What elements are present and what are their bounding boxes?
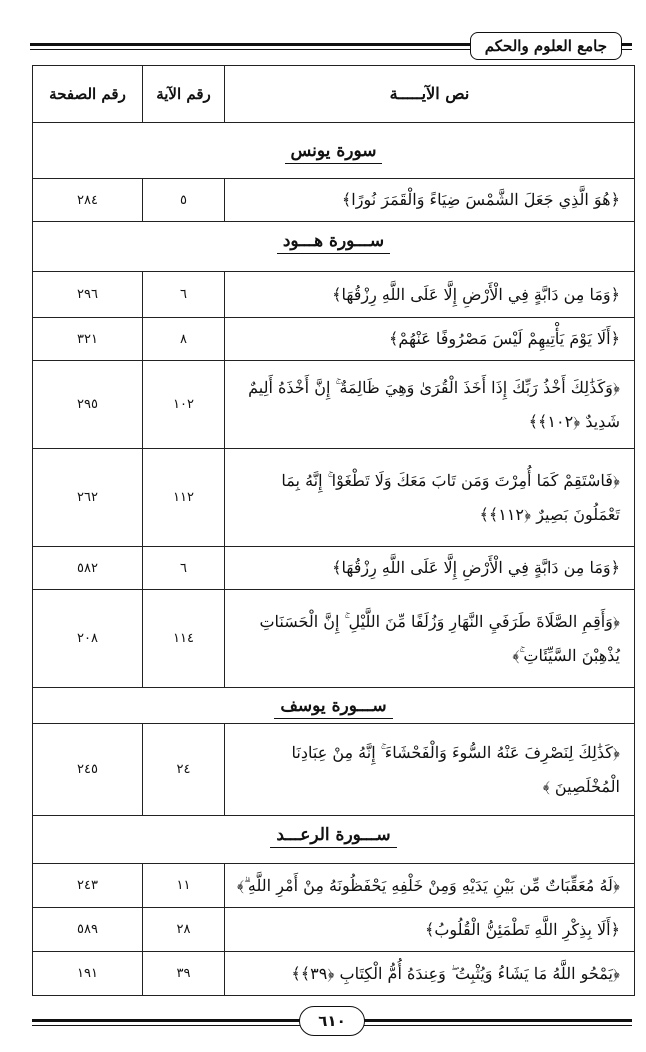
verse-text: ﴿أَلَا يَوْمَ يَأْتِيهِمْ لَيْسَ مَصْرُوفًا عَنْهُمْ﴾ bbox=[225, 318, 635, 361]
surah-heading-row bbox=[33, 688, 635, 724]
verse-text: ﴿هُوَ الَّذِي جَعَلَ الشَّمْسَ ضِيَاءً وَالْقَمَرَ نُورًا﴾ bbox=[225, 179, 635, 222]
verse-text: ﴿يَمْحُو اللَّهُ مَا يَشَاءُ وَيُثْبِتُ ۖ وَعِندَهُ أُمُّ الْكِتَابِ ﴿٣٩﴾﴾ bbox=[225, 952, 635, 996]
header-page-number: رقم الصفحة bbox=[33, 66, 143, 123]
verse-number: ٥ bbox=[143, 179, 225, 222]
page-number: ٢٦٢ bbox=[33, 449, 143, 547]
surah-heading-row bbox=[33, 222, 635, 260]
verse-number: ١١٤ bbox=[143, 590, 225, 688]
verse-text: ﴿وَمَا مِن دَابَّةٍ فِي الْأَرْضِ إِلَّا عَلَى اللَّهِ رِزْقُهَا﴾ bbox=[225, 272, 635, 318]
table-row bbox=[33, 908, 635, 952]
page-number: ٢٨٤ bbox=[33, 179, 143, 222]
page-number: ٥٨٢ bbox=[33, 547, 143, 590]
book-title: جامع العلوم والحكم bbox=[470, 32, 622, 60]
table-row bbox=[33, 179, 635, 222]
verse-text: ﴿وَمَا مِن دَابَّةٍ فِي الْأَرْضِ إِلَّا عَلَى اللَّهِ رِزْقُهَا﴾ bbox=[225, 547, 635, 590]
surah-title: ســـورة هـــود bbox=[277, 231, 390, 254]
surah-heading-row bbox=[33, 816, 635, 854]
verses-index-table bbox=[32, 65, 635, 996]
verse-number: ١١٢ bbox=[143, 449, 225, 547]
table-header-row bbox=[33, 66, 635, 123]
verse-number: ٦ bbox=[143, 272, 225, 318]
table-row bbox=[33, 724, 635, 816]
page-number: ٢٠٨ bbox=[33, 590, 143, 688]
page-footer bbox=[32, 1002, 632, 1042]
page-number: ٢٩٦ bbox=[33, 272, 143, 318]
verse-text: ﴿لَهُ مُعَقِّبَاتٌ مِّن بَيْنِ يَدَيْهِ وَمِنْ خَلْفِهِ يَحْفَظُونَهُ مِنْ أَمْرِ اللَّهِ ۗ﴾ bbox=[225, 864, 635, 908]
table-row bbox=[33, 361, 635, 449]
running-header bbox=[30, 30, 632, 60]
table-row bbox=[33, 952, 635, 996]
page-number: ٥٨٩ bbox=[33, 908, 143, 952]
verse-number: ٨ bbox=[143, 318, 225, 361]
table-row bbox=[33, 272, 635, 318]
surah-title: سورة يونس bbox=[285, 141, 383, 164]
verse-number: ٣٩ bbox=[143, 952, 225, 996]
table-row bbox=[33, 547, 635, 590]
verse-text: ﴿كَذَٰلِكَ لِنَصْرِفَ عَنْهُ السُّوءَ وَالْفَحْشَاءَ ۚ إِنَّهُ مِنْ عِبَادِنَا الْمُخْلَصِينَ ﴾ bbox=[225, 724, 635, 816]
page-number: ٢٩٥ bbox=[33, 361, 143, 449]
surah-title: ســـورة يوسف bbox=[274, 696, 392, 719]
page-number: ٢٤٣ bbox=[33, 864, 143, 908]
verse-text: ﴿أَلَا بِذِكْرِ اللَّهِ تَطْمَئِنُّ الْقُلُوبُ﴾ bbox=[225, 908, 635, 952]
verse-number: ٢٤ bbox=[143, 724, 225, 816]
header-verse-number: رقم الآية bbox=[143, 66, 225, 123]
table-row bbox=[33, 449, 635, 547]
surah-heading-row bbox=[33, 123, 635, 179]
verse-number: ١١ bbox=[143, 864, 225, 908]
verse-number: ٢٨ bbox=[143, 908, 225, 952]
verse-number: ١٠٢ bbox=[143, 361, 225, 449]
header-verse-text: نص الآيـــــة bbox=[225, 66, 635, 123]
page-number-badge: ٦١٠ bbox=[299, 1006, 365, 1036]
table-row bbox=[33, 590, 635, 688]
table-row bbox=[33, 864, 635, 908]
verse-text: ﴿وَكَذَٰلِكَ أَخْذُ رَبِّكَ إِذَا أَخَذَ الْقُرَىٰ وَهِيَ ظَالِمَةٌ ۚ إِنَّ أَخْذَهُ أَلِيمٌ شَدِيدٌ ﴿١٠٢﴾﴾ bbox=[225, 361, 635, 449]
surah-title: ســـورة الرعـــد bbox=[270, 825, 396, 848]
verse-text: ﴿وَأَقِمِ الصَّلَاةَ طَرَفَيِ النَّهَارِ وَزُلَفًا مِّنَ اللَّيْلِ ۚ إِنَّ الْحَسَنَاتِ يُذْهِبْنَ السَّيِّئَاتِ ۚ﴾ bbox=[225, 590, 635, 688]
table-row bbox=[33, 318, 635, 361]
page-number: ١٩١ bbox=[33, 952, 143, 996]
verse-number: ٦ bbox=[143, 547, 225, 590]
page-number: ٣٢١ bbox=[33, 318, 143, 361]
verse-text: ﴿فَاسْتَقِمْ كَمَا أُمِرْتَ وَمَن تَابَ مَعَكَ وَلَا تَطْغَوْا ۚ إِنَّهُ بِمَا تَعْمَلُونَ بَصِيرٌ ﴿١١٢﴾﴾ bbox=[225, 449, 635, 547]
page-number: ٢٤٥ bbox=[33, 724, 143, 816]
